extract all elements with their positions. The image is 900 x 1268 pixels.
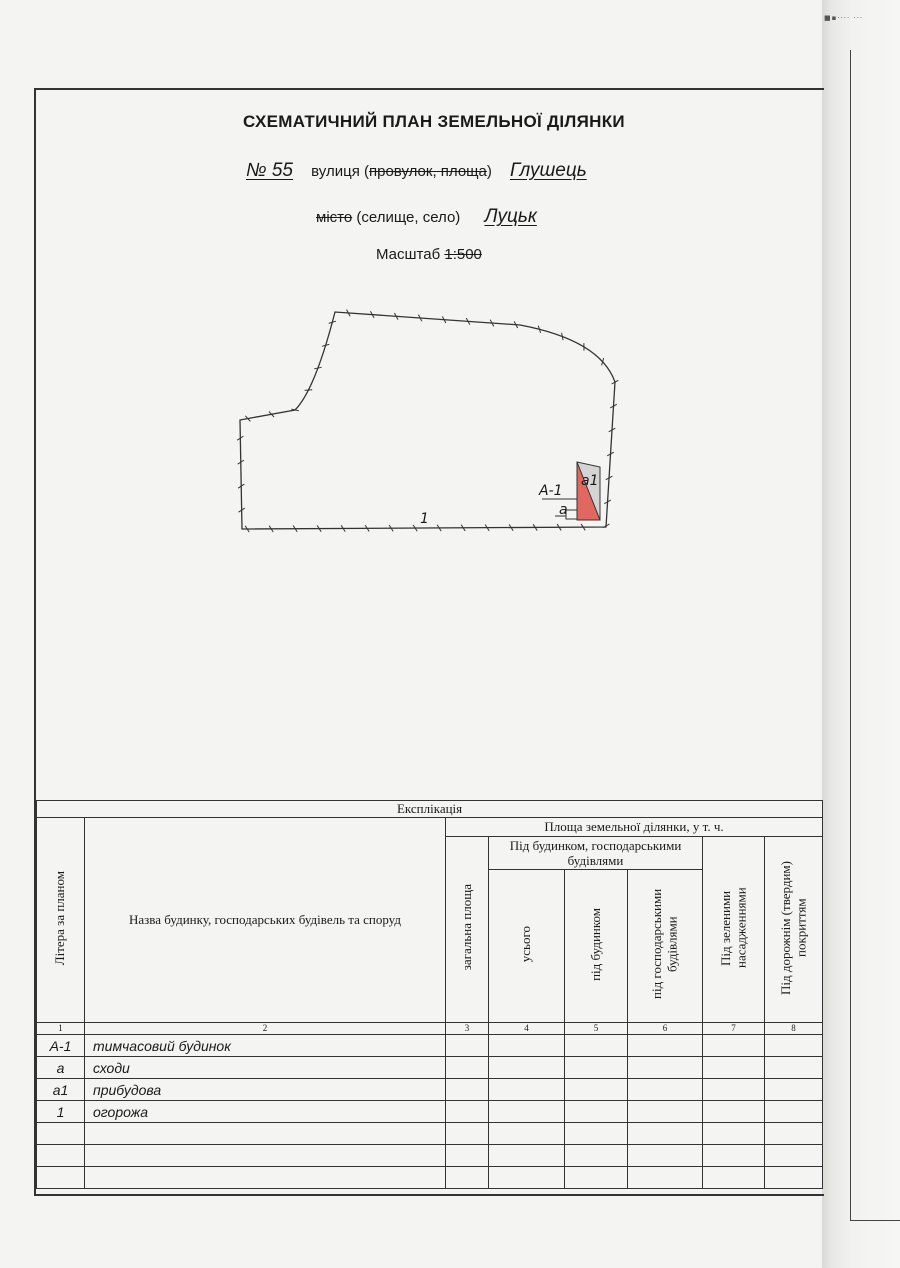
table-row: [37, 1145, 823, 1167]
col-num: 4: [489, 1023, 565, 1035]
row-name: сходи: [85, 1057, 446, 1079]
city-line: [316, 206, 537, 228]
col-num: 7: [703, 1023, 765, 1035]
table-row: [37, 1167, 823, 1189]
address-line: № 55 вулиця (провулок, площа) Глушець: [246, 160, 587, 181]
col-letter-header: Літера за планом: [37, 818, 85, 1023]
page-title: СХЕМАТИЧНИЙ ПЛАН ЗЕМЕЛЬНОЇ ДІЛЯНКИ: [243, 112, 625, 131]
plot-plan: [230, 300, 630, 545]
city-struck: місто: [316, 209, 353, 226]
label-annex: а1: [581, 473, 599, 489]
col-road-header: Під дорожнім (твердим) покриттям: [765, 837, 823, 1023]
label-fence: 1: [420, 511, 429, 527]
row-letter: а: [37, 1057, 85, 1079]
table-row: [37, 1057, 823, 1079]
row-letter: [37, 1145, 85, 1167]
stairs-shape: [566, 510, 577, 519]
row-name: [85, 1167, 446, 1189]
scale-struck: 1:500: [444, 246, 482, 263]
street-struck: провулок, площа: [369, 163, 487, 180]
table-row: [37, 1123, 823, 1145]
street-label: вулиця: [311, 163, 360, 180]
col-num: 8: [765, 1023, 823, 1035]
column-numbers-row: [37, 1023, 823, 1035]
row-letter: [37, 1167, 85, 1189]
fence-tick: [562, 333, 563, 340]
label-building: А-1: [539, 483, 563, 499]
row-letter: А-1: [37, 1035, 85, 1057]
under-buildings-header: Під будинком, господарськими будівлями: [489, 837, 703, 870]
table-row: [37, 1079, 823, 1101]
explication-table: [36, 800, 823, 1189]
row-name: [85, 1123, 446, 1145]
area-header: Площа земельної ділянки, у т. ч.: [446, 818, 823, 837]
city-label: (селище, село): [356, 209, 461, 226]
scan-mark: ■▪···· ···: [824, 14, 864, 22]
explication-title: Експлікація: [37, 801, 823, 818]
city-name: Луцьк: [484, 206, 537, 227]
street-name: Глушець: [510, 160, 587, 181]
row-letter: [37, 1123, 85, 1145]
table-row: [37, 1101, 823, 1123]
row-letter: а1: [37, 1079, 85, 1101]
plot-number: № 55: [246, 160, 293, 181]
table-row: [37, 1035, 823, 1057]
col-outbuildings-header: під господарськими будівлями: [628, 870, 703, 1023]
row-name: прибудова: [85, 1079, 446, 1101]
col-total-header: загальна площа: [446, 837, 489, 1023]
col-green-header: Під зеленими насадженнями: [703, 837, 765, 1023]
row-name: тимчасовий будинок: [85, 1035, 446, 1057]
scale-label: Масштаб: [376, 246, 441, 263]
col-num: 3: [446, 1023, 489, 1035]
col-num: 5: [565, 1023, 628, 1035]
col-name-header: Назва будинку, господарських будівель та споруд: [85, 818, 446, 1023]
col-all-header: усього: [489, 870, 565, 1023]
next-page-frame: [850, 50, 900, 1221]
col-num: 6: [628, 1023, 703, 1035]
fence-tick: [305, 390, 313, 391]
row-letter: 1: [37, 1101, 85, 1123]
label-stairs: а: [559, 502, 568, 518]
scale-line: [376, 246, 482, 263]
col-num: 2: [85, 1023, 446, 1035]
col-house-header: під будинком: [565, 870, 628, 1023]
row-name: [85, 1145, 446, 1167]
row-name: огорожа: [85, 1101, 446, 1123]
col-num: 1: [37, 1023, 85, 1035]
